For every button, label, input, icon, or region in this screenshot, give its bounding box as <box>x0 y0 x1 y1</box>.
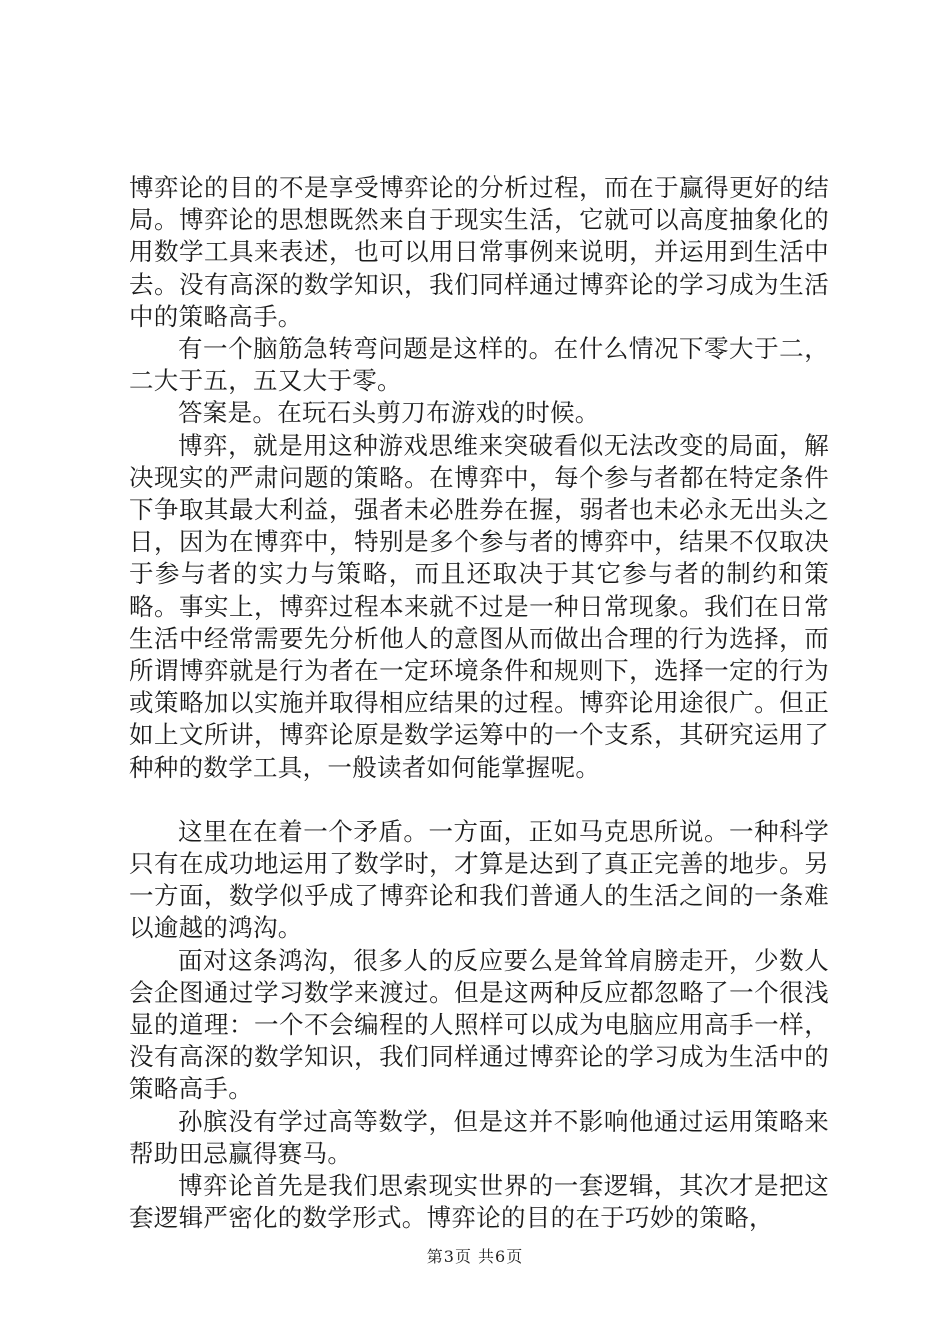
page-footer: 第3页 共6页 <box>426 1247 524 1266</box>
paragraph-4: 博弈，就是用这种游戏思维来突破看似无法改变的局面，解决现实的严肃问题的策略。在博弈中，每个参与者都在特定条件下争取其最大利益，强者未必胜券在握，弱者也未必永无出头之日，因为在博弈中，特别是多个参与者的博弈中，结果不仅取决于参与者的实力与策略，而且还取决于其它参与者的制约和策略。事实上，博弈过程本来就不过是一种日常现象。我们在日常生活中经常需要先分析他人的意图从而做出合理的行为选择，而所谓博弈就是行为者在一定环境条件和规则下，选择一定的行为或策略加以实施并取得相应结果的过程。博弈论用途很广。但正如上文所讲，博弈论原是数学运筹中的一个支系，其研究运用了种种的数学工具，一般读者如何能掌握呢。 <box>129 430 829 782</box>
paragraph-7: 孙膑没有学过高等数学，但是这并不影响他通过运用策略来帮助田忌赢得赛马。 <box>129 1106 829 1168</box>
paragraph-1: 博弈论的目的不是享受博弈论的分析过程，而在于赢得更好的结局。博弈论的思想既然来自于现实生活，它就可以高度抽象化的用数学工具来表述，也可以用日常事例来说明，并运用到生活中去。没有高深的数学知识，我们同样通过博弈论的学习成为生活中的策略高手。 <box>129 173 829 331</box>
paragraph-8: 博弈论首先是我们思索现实世界的一套逻辑，其次才是把这套逻辑严密化的数学形式。博弈论的目的在于巧妙的策略， <box>129 1171 829 1233</box>
paragraph-6: 面对这条鸿沟，很多人的反应要么是耸耸肩膀走开，少数人会企图通过学习数学来渡过。但是这两种反应都忽略了一个很浅显的道理：一个不会编程的人照样可以成为电脑应用高手一样，没有高深的数学知识，我们同样通过博弈论的学习成为生活中的策略高手。 <box>129 945 829 1104</box>
document-body <box>129 172 829 1235</box>
paragraph-5: 这里在在着一个矛盾。一方面，正如马克思所说。一种科学只有在成功地运用了数学时，才算是达到了真正完善的地步。另一方面，数学似乎成了博弈论和我们普通人的生活之间的一条难以逾越的鸿沟。 <box>129 816 829 943</box>
paragraph-spacer <box>129 784 829 816</box>
paragraph-2: 有一个脑筋急转弯问题是这样的。在什么情况下零大于二，二大于五，五又大于零。 <box>129 334 829 396</box>
paragraph-3: 答案是。在玩石头剪刀布游戏的时候。 <box>178 398 600 428</box>
